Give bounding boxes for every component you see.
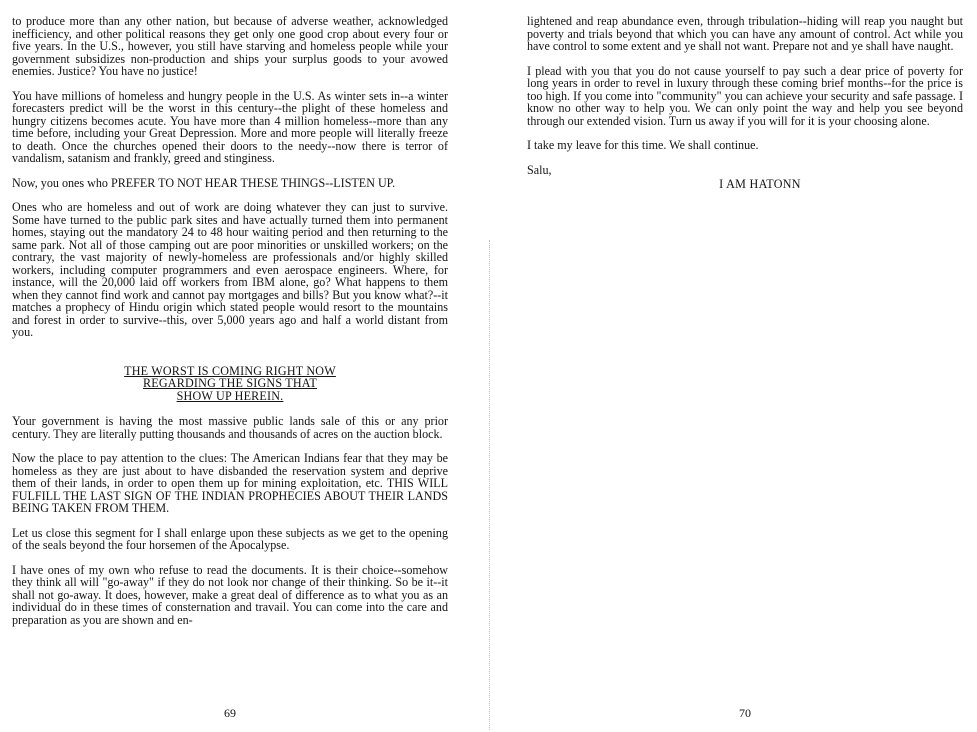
signature: I AM HATONN xyxy=(719,177,801,191)
page-number-left: 69 xyxy=(224,706,236,720)
left-page xyxy=(12,0,448,732)
paragraph: I plead with you that you do not cause yourself to pay such a dear price of poverty for long years in order to revel in luxury through these coming brief months--for the price is too high. If you come into "community" you can achieve your security and safe passage. I know no other way to help you. We can only point the way and help you see beyond through our extended vision. Turn us away if you will for it is your choosing alone. xyxy=(527,63,963,128)
page-number-right: 70 xyxy=(739,706,751,720)
paragraph: I take my leave for this time. We shall continue. xyxy=(527,138,759,152)
paragraph: to produce more than any other nation, but because of adverse weather, acknowledged inefficiency, and other political reasons they get only one good crop about every four or five years. In the U.S., however, you still have starving and homeless people while your government subsidizes non-production and ships your surplus goods to your avowed enemies. Justice? You have no justice! xyxy=(12,14,448,78)
heading-line: REGARDING THE SIGNS THAT xyxy=(142,376,317,390)
paragraph: Let us close this segment for I shall enlarge upon these subjects as we get to the opening of the seals beyond the four horsemen of the Apocalypse. xyxy=(12,525,448,552)
paragraph: Now the place to pay attention to the clues: The American Indians fear that they may be homeless as they are just about to have disbanded the reservation system and deprive them of their lands, in order to open them up for mining exploitation, etc. THIS WILL FULFILL THE LAST SIGN OF THE INDIAN PROPHECIES ABOUT THEIR LANDS BEING TAKEN FROM THEM. xyxy=(12,451,448,515)
heading-line: THE WORST IS COMING RIGHT NOW xyxy=(124,363,336,378)
heading-line: SHOW UP HEREIN. xyxy=(176,388,284,403)
section-heading xyxy=(12,365,448,403)
closing: Salu, xyxy=(527,162,552,177)
paragraph: You have millions of homeless and hungry people in the U.S. As winter sets in--a winter forecasters predict will be the worst in this century--the plight of these homeless and hungry citizens becomes acute. You have more than 4 million homeless--more than any time before, including your Great Depression. More and more people will literally freeze to death. Once the churches opened their doors to the needy--now there is terror of vandalism, satanism and frankly, greed and stinginess. xyxy=(12,88,448,165)
right-page xyxy=(527,0,963,732)
paragraph: Now, you ones who PREFER TO NOT HEAR THESE THINGS--LISTEN UP. xyxy=(12,175,396,190)
paragraph: I have ones of my own who refuse to read the documents. It is their choice--somehow they think all will "go-away" if they do not look nor change of their thinking. So be it--it shall not go-away. It does, however, make a great deal of difference as to what you as an individual do in these times of consternation and travail. You can come into the care and preparation as you are shown and en- xyxy=(12,562,448,627)
page-gutter xyxy=(489,240,490,730)
left-page-text xyxy=(12,15,448,638)
paragraph: Your government is having the most massive public lands sale of this or any prior century. They are literally putting thousands and thousands of acres on the auction block. xyxy=(12,414,448,441)
right-page-text xyxy=(527,15,963,191)
paragraph: lightened and reap abundance even, through tribulation--hiding will reap you naught but poverty and trials beyond that which you can have any amount of control. Act while you have control to some extent and ye shall not want. Prepare not and ye shall have naught. xyxy=(527,14,963,53)
paragraph: Ones who are homeless and out of work are doing whatever they can just to survive. Some have turned to the public park sites and have actually turned them into permanent homes, staying out the mandatory 24 to 48 hour waiting period and then returning to the same park. Not all of those camping out are poor minorities or unskilled workers; on the contrary, the vast majority of newly-homeless are professionals and/or highly skilled workers, including computer programmers and even aerospace engineers. Where, for instance, will the 20,000 laid off workers from IBM alone, go? What happens to them when they cannot find work and cannot pay mortgages and bills? But you know what?--it matches a prophecy of Hindu origin which stated people would resort to the mountains and forest in order to survive--this, over 5,000 years ago and half a world distant from you. xyxy=(12,200,448,339)
